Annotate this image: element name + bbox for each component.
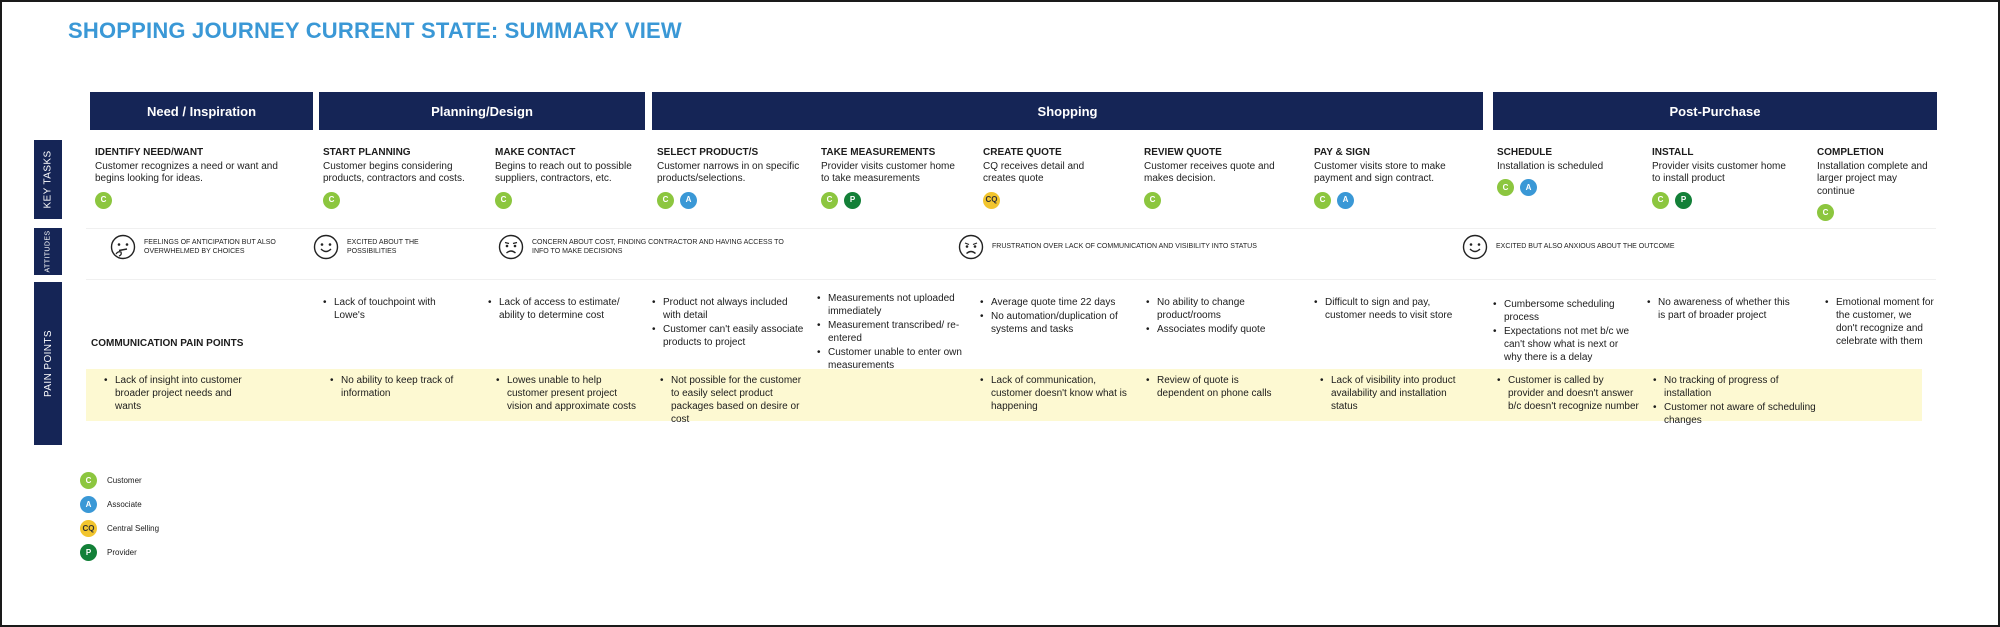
customer-badge: C: [821, 192, 838, 209]
legend-item-central-selling: [80, 520, 159, 537]
communication-pain-point-group: [496, 374, 641, 414]
communication-pain-point-group: [980, 374, 1130, 414]
legend-label: Associate: [107, 500, 142, 509]
customer-badge: C: [95, 192, 112, 209]
associate-badge: A: [1520, 179, 1537, 196]
pain-point-list: [1653, 374, 1823, 427]
customer-badge: C: [80, 472, 97, 489]
divider: [86, 279, 1936, 280]
attitude: [498, 234, 788, 260]
task-title: SELECT PRODUCT/S: [657, 147, 759, 158]
task-description: Provider visits customer home to install product: [1652, 160, 1786, 184]
phase-post-purchase: Post-Purchase: [1493, 92, 1937, 130]
pain-point-item: • Measurement transcribed/ re-entered: [817, 319, 967, 345]
communication-pain-point-group: [1320, 374, 1460, 414]
key-task: [495, 147, 635, 209]
task-actors: [983, 192, 1113, 209]
key-task: [1144, 147, 1279, 209]
task-actors: [1497, 179, 1627, 196]
task-actors: [1817, 204, 1937, 221]
task-actors: [95, 192, 295, 209]
key-task: [1314, 147, 1454, 209]
attitude: [313, 234, 463, 260]
pain-point-list: [1497, 374, 1642, 413]
pain-point-item: • Associates modify quote: [1146, 323, 1281, 336]
thinking-face-icon: [110, 234, 136, 260]
phase-planning-design: Planning/Design: [319, 92, 645, 130]
communication-pain-point-group: [1146, 374, 1281, 401]
legend-item-provider: [80, 544, 137, 561]
communication-pain-point-item: • Review of quote is dependent on phone calls: [1146, 374, 1281, 400]
legend-item-associate: [80, 496, 142, 513]
task-description: Installation complete and larger project may continue: [1817, 160, 1928, 197]
task-description: Begins to reach out to possible suppliers, contractors, etc.: [495, 160, 632, 184]
key-task: [983, 147, 1113, 209]
associate-badge: A: [80, 496, 97, 513]
pain-point-item: • Cumbersome scheduling process: [1493, 298, 1638, 324]
communication-pain-point-item: • Lowes unable to help customer present project vision and approximate costs: [496, 374, 641, 413]
happy-face-icon: [1462, 234, 1488, 260]
key-task: [95, 147, 295, 209]
pain-point-group: [1647, 296, 1797, 323]
worried-face-icon: [498, 234, 524, 260]
task-title: MAKE CONTACT: [495, 147, 576, 158]
task-description: CQ receives detail and creates quote: [983, 160, 1085, 184]
communication-pain-point-item: • Lack of insight into customer broader project needs and wants: [104, 374, 254, 413]
key-task: [821, 147, 961, 209]
pain-point-list: [652, 296, 807, 349]
provider-badge: P: [844, 192, 861, 209]
communication-pain-point-item: • Lack of visibility into product availability and installation status: [1320, 374, 1460, 413]
task-description: Customer visits store to make payment and sign contract.: [1314, 160, 1446, 184]
customer-badge: C: [1652, 192, 1669, 209]
pain-point-item: • Difficult to sign and pay, customer needs to visit store: [1314, 296, 1459, 322]
communication-pain-point-group: [104, 374, 254, 414]
communication-pain-points-label: COMMUNICATION PAIN POINTS: [91, 338, 244, 349]
central-selling-badge: CQ: [983, 192, 1000, 209]
provider-badge: P: [1675, 192, 1692, 209]
pain-point-group: [323, 296, 453, 323]
task-title: PAY & SIGN: [1314, 147, 1370, 158]
communication-pain-point-group: [660, 374, 810, 427]
pain-point-list: [1647, 296, 1797, 322]
pain-point-group: [1314, 296, 1459, 323]
communication-pain-point-item: • No tracking of progress of installation: [1653, 374, 1823, 400]
pain-point-item: • Average quote time 22 days: [980, 296, 1130, 309]
task-title: IDENTIFY NEED/WANT: [95, 147, 204, 158]
associate-badge: A: [680, 192, 697, 209]
task-title: CREATE QUOTE: [983, 147, 1062, 158]
task-description: Customer begins considering products, contractors and costs.: [323, 160, 465, 184]
pain-point-list: [488, 296, 636, 322]
row-label-pain-points: PAIN POINTS: [34, 282, 62, 445]
pain-point-item: • Lack of access to estimate/ ability to determine cost: [488, 296, 636, 322]
customer-badge: C: [657, 192, 674, 209]
pain-point-list: [496, 374, 641, 413]
provider-badge: P: [80, 544, 97, 561]
task-description: Installation is scheduled: [1497, 160, 1604, 172]
key-task: [323, 147, 471, 209]
task-description: Provider visits customer home to take measurements: [821, 160, 955, 184]
pain-point-list: [1146, 296, 1281, 336]
phase-shopping: Shopping: [652, 92, 1483, 130]
pain-point-list: [1320, 374, 1460, 413]
key-task: [657, 147, 807, 209]
phase-need-inspiration: Need / Inspiration: [90, 92, 313, 130]
key-task: [1817, 147, 1937, 221]
communication-pain-point-group: [330, 374, 455, 401]
key-task: [1652, 147, 1792, 209]
pain-point-list: [980, 296, 1130, 336]
communication-pain-point-item: • Customer is called by provider and doesn't answer b/c doesn't recognize number: [1497, 374, 1642, 413]
pain-point-list: [817, 292, 967, 372]
task-actors: [323, 192, 471, 209]
customer-badge: C: [1144, 192, 1161, 209]
task-actors: [1144, 192, 1279, 209]
customer-badge: C: [1314, 192, 1331, 209]
customer-badge: C: [1497, 179, 1514, 196]
communication-pain-point-item: • No ability to keep track of information: [330, 374, 455, 400]
attitude-text: EXCITED BUT ALSO ANXIOUS ABOUT THE OUTCOME: [1496, 243, 1675, 251]
pain-point-item: • Product not always included with detail: [652, 296, 807, 322]
attitude-text: FEELINGS OF ANTICIPATION BUT ALSO OVERWHELMED BY CHOICES: [144, 238, 276, 255]
frustrated-face-icon: [958, 234, 984, 260]
task-title: START PLANNING: [323, 147, 411, 158]
happy-face-icon: [313, 234, 339, 260]
task-description: Customer narrows in on specific products/selections.: [657, 160, 800, 184]
communication-pain-point-item: • Lack of communication, customer doesn't know what is happening: [980, 374, 1130, 413]
communication-pain-point-item: • Not possible for the customer to easily select product packages based on desire or cost: [660, 374, 810, 426]
task-title: COMPLETION: [1817, 147, 1884, 158]
pain-point-list: [1146, 374, 1281, 400]
pain-point-item: • No awareness of whether this is part of broader project: [1647, 296, 1797, 322]
task-title: TAKE MEASUREMENTS: [821, 147, 936, 158]
pain-point-list: [1493, 298, 1638, 364]
task-title: SCHEDULE: [1497, 147, 1553, 158]
legend-label: Customer: [107, 476, 142, 485]
task-actors: [1314, 192, 1454, 209]
row-label-attitudes: ATTITUDES: [34, 228, 62, 275]
pain-point-item: • Customer can't easily associate products to project: [652, 323, 807, 349]
pain-point-group: [1146, 296, 1281, 337]
task-actors: [495, 192, 635, 209]
pain-point-list: [330, 374, 455, 400]
customer-badge: C: [323, 192, 340, 209]
pain-point-list: [980, 374, 1130, 413]
pain-point-list: [323, 296, 453, 322]
page-title: SHOPPING JOURNEY CURRENT STATE: SUMMARY VIEW: [68, 18, 682, 43]
associate-badge: A: [1337, 192, 1354, 209]
task-title: INSTALL: [1652, 147, 1694, 158]
pain-point-group: [1493, 298, 1638, 365]
attitude: [110, 234, 280, 260]
task-actors: [821, 192, 961, 209]
communication-pain-point-item: • Customer not aware of scheduling changes: [1653, 401, 1823, 427]
central-selling-badge: CQ: [80, 520, 97, 537]
attitude-text: EXCITED ABOUT THE POSSIBILITIES: [347, 238, 419, 255]
pain-point-item: • Customer unable to enter own measurements: [817, 346, 967, 372]
pain-point-item: • Emotional moment for the customer, we don't recognize and celebrate with them: [1825, 296, 1935, 348]
task-actors: [1652, 192, 1792, 209]
pain-point-group: [980, 296, 1130, 337]
task-description: Customer receives quote and makes decision.: [1144, 160, 1275, 184]
legend-item-customer: [80, 472, 142, 489]
pain-point-list: [1825, 296, 1935, 348]
divider: [86, 228, 1936, 229]
pain-point-list: [660, 374, 810, 426]
pain-point-group: [488, 296, 636, 323]
task-actors: [657, 192, 807, 209]
attitude: [1462, 234, 1675, 260]
row-label-key-tasks: KEY TASKS: [34, 140, 62, 219]
pain-point-item: • No ability to change product/rooms: [1146, 296, 1281, 322]
task-title: REVIEW QUOTE: [1144, 147, 1222, 158]
customer-badge: C: [1817, 204, 1834, 221]
communication-pain-point-group: [1497, 374, 1642, 414]
pain-point-item: • No automation/duplication of systems and tasks: [980, 310, 1130, 336]
communication-pain-point-group: [1653, 374, 1823, 428]
pain-point-group: [817, 292, 967, 373]
task-description: Customer recognizes a need or want and begins looking for ideas.: [95, 160, 278, 184]
pain-point-item: • Measurements not uploaded immediately: [817, 292, 967, 318]
legend-label: Central Selling: [107, 524, 160, 533]
pain-point-list: [104, 374, 254, 413]
pain-point-group: [652, 296, 807, 350]
pain-point-item: • Lack of touchpoint with Lowe's: [323, 296, 453, 322]
attitude-text: FRUSTRATION OVER LACK OF COMMUNICATION AND VISIBILITY INTO STATUS: [992, 243, 1257, 251]
pain-point-group: [1825, 296, 1935, 349]
pain-point-list: [1314, 296, 1459, 322]
attitude-text: CONCERN ABOUT COST, FINDING CONTRACTOR AND HAVING ACCESS TO INFO TO MAKE DECISIONS: [532, 238, 784, 255]
pain-point-item: • Expectations not met b/c we can't show what is next or why there is a delay: [1493, 325, 1638, 364]
attitude: [958, 234, 1257, 260]
customer-badge: C: [495, 192, 512, 209]
legend-label: Provider: [107, 548, 137, 557]
key-task: [1497, 147, 1627, 196]
